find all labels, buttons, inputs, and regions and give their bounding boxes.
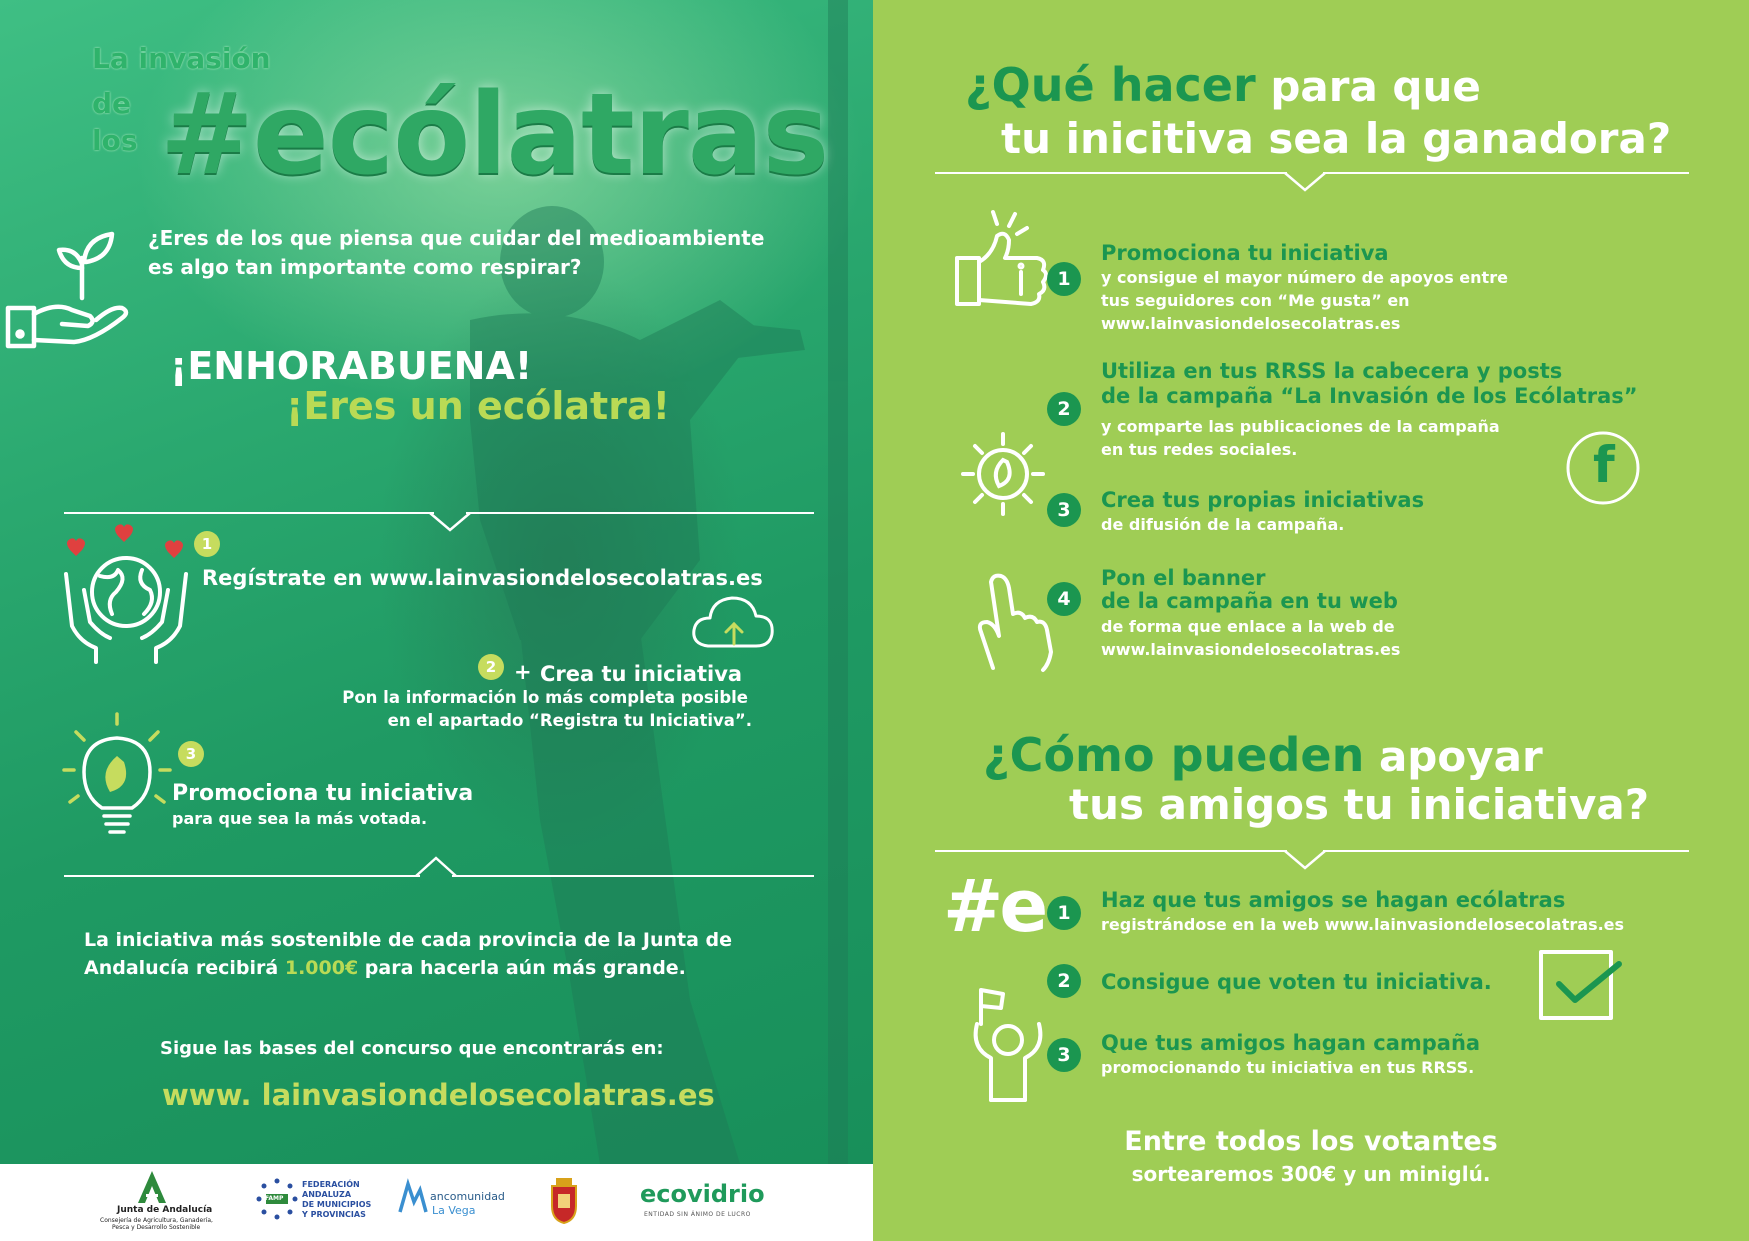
famp-line2: ANDALUZA bbox=[302, 1190, 352, 1199]
right-panel bbox=[873, 0, 1749, 1241]
ecovidrio-subtitle: ENTIDAD SIN ÁNIMO DE LUCRO bbox=[644, 1211, 751, 1218]
cloud-upload-icon bbox=[690, 592, 776, 654]
support-1-desc: registrándose en la web www.lainvasiondelosecolatras.es bbox=[1101, 915, 1625, 934]
prize-text-b: para hacerla aún más grande. bbox=[358, 957, 686, 979]
how-support-heading-line2: tus amigos tu iniciativa? bbox=[1069, 780, 1650, 829]
mancomunidad-logo-text: ancomunidad bbox=[430, 1190, 505, 1203]
what-step-1-badge: 1 bbox=[1047, 262, 1081, 296]
lightbulb-leaf-icon bbox=[62, 712, 172, 834]
congrats-heading: ¡ENHORABUENA! bbox=[170, 344, 533, 388]
gear-leaf-icon bbox=[957, 428, 1049, 520]
junta-andalucia-sub1: Consejería de Agricultura, Ganadería, bbox=[100, 1217, 213, 1224]
what-step-2-badge: 2 bbox=[1047, 392, 1081, 426]
pointing-hand-icon bbox=[973, 574, 1055, 672]
right-divider-1-left bbox=[935, 172, 1287, 174]
what-step-1-desc-line1: y consigue el mayor número de apoyos entre bbox=[1101, 268, 1508, 287]
what-step-2-desc-line1: y comparte las publicaciones de la campaña bbox=[1101, 417, 1500, 436]
what-step-3-title: Crea tus propias iniciativas bbox=[1101, 488, 1425, 512]
support-2-badge: 2 bbox=[1047, 964, 1081, 998]
how-support-heading-green: ¿Cómo pueden bbox=[983, 728, 1365, 782]
right-divider-1-right bbox=[1323, 172, 1689, 174]
divider-top-right bbox=[466, 512, 814, 514]
step-1-badge: 1 bbox=[194, 531, 220, 557]
step-3-badge: 3 bbox=[178, 741, 204, 767]
prize-text-line2 bbox=[84, 954, 686, 983]
facebook-letter: f bbox=[1593, 436, 1615, 494]
right-divider-2-right bbox=[1323, 850, 1689, 852]
sponsors-logo-strip bbox=[0, 1164, 873, 1241]
intro-question-line2: es algo tan importante como respirar? bbox=[148, 255, 582, 279]
what-step-1-desc-line2: tus seguidores con “Me gusta” en bbox=[1101, 291, 1410, 310]
step-3-title: Promociona tu iniciativa bbox=[172, 781, 474, 806]
title-de: de bbox=[92, 87, 132, 120]
divider-bottom-right bbox=[452, 875, 814, 877]
famp-line3: DE MUNICIPIOS bbox=[302, 1200, 372, 1209]
town-shield-icon bbox=[550, 1178, 578, 1224]
step-2-plus-icon: + bbox=[514, 660, 532, 684]
step-2-desc-line1: Pon la información lo más completa posible bbox=[342, 688, 748, 707]
divider-top-left bbox=[64, 512, 434, 514]
title-la-invasion: La invasión bbox=[92, 42, 271, 75]
prize-text-a: Andalucía recibirá bbox=[84, 957, 285, 979]
what-step-1-title: Promociona tu iniciativa bbox=[1101, 241, 1389, 265]
hand-plant-icon bbox=[4, 228, 134, 353]
right-divider-1-notch bbox=[1285, 160, 1325, 194]
prize-amount: 1.000€ bbox=[284, 957, 359, 979]
step-2-badge: 2 bbox=[478, 654, 504, 680]
how-support-heading-line1 bbox=[983, 730, 1543, 782]
what-to-do-heading-rest: para que bbox=[1255, 62, 1481, 111]
what-step-2-title-line2: de la campaña “La Invasión de los Ecólatras” bbox=[1101, 384, 1638, 408]
what-step-4-badge: 4 bbox=[1047, 582, 1081, 616]
support-1-badge: 1 bbox=[1047, 896, 1081, 930]
contest-bases-text: Sigue las bases del concurso que encontrarás en: bbox=[160, 1038, 664, 1059]
what-step-2-title-line1: Utiliza en tus RRSS la cabecera y posts bbox=[1101, 359, 1563, 383]
junta-andalucia-logo-icon bbox=[137, 1170, 167, 1204]
famp-line1: FEDERACIÓN bbox=[302, 1180, 360, 1189]
how-support-heading-rest: apoyar bbox=[1364, 732, 1543, 781]
mancomunidad-la-vega: La Vega bbox=[432, 1204, 476, 1217]
raffle-line2: sortearemos 300€ y un miniglú. bbox=[1131, 1162, 1491, 1186]
left-panel bbox=[0, 0, 873, 1164]
cheering-person-flag-icon bbox=[967, 988, 1049, 1104]
website-link[interactable]: www. lainvasiondelosecolatras.es bbox=[162, 1078, 715, 1112]
what-step-2-desc-line2: en tus redes sociales. bbox=[1101, 440, 1298, 459]
support-1-title: Haz que tus amigos se hagan ecólatras bbox=[1101, 888, 1566, 912]
what-to-do-heading-line2: tu inicitiva sea la ganadora? bbox=[1001, 114, 1672, 163]
what-to-do-heading-green: ¿Qué hacer bbox=[965, 58, 1256, 112]
divider-notch-down bbox=[430, 500, 470, 534]
title-los: los bbox=[92, 124, 138, 157]
prize-text-line1: La iniciativa más sostenible de cada provincia de la Junta de bbox=[84, 929, 733, 951]
what-step-4-title-line2: de la campaña en tu web bbox=[1101, 589, 1398, 613]
checkbox-checked-icon bbox=[1539, 948, 1629, 1022]
what-to-do-heading-line1 bbox=[965, 60, 1481, 112]
thumbs-up-icon bbox=[953, 210, 1051, 310]
what-step-4-title-line1: Pon el banner bbox=[1101, 566, 1266, 590]
what-step-3-desc: de difusión de la campaña. bbox=[1101, 515, 1345, 534]
step-3-desc: para que sea la más votada. bbox=[172, 809, 428, 828]
what-step-3-badge: 3 bbox=[1047, 493, 1081, 527]
ecovidrio-logo: ecovidrio bbox=[640, 1180, 765, 1208]
what-step-4-desc-line2: www.lainvasiondelosecolatras.es bbox=[1101, 640, 1401, 659]
intro-question-line1: ¿Eres de los que piensa que cuidar del medioambiente bbox=[148, 226, 765, 250]
step-1-register-text: Regístrate en www.lainvasiondelosecolatras.es bbox=[202, 566, 763, 590]
famp-line4: Y PROVINCIAS bbox=[302, 1210, 366, 1219]
right-divider-2-notch bbox=[1285, 838, 1325, 872]
globe-hands-icon bbox=[56, 530, 196, 665]
divider-bottom-left bbox=[64, 875, 420, 877]
support-3-badge: 3 bbox=[1047, 1038, 1081, 1072]
mancomunidad-logo-icon bbox=[398, 1180, 428, 1214]
famp-badge-text: FAMP bbox=[265, 1195, 284, 1202]
support-3-title: Que tus amigos hagan campaña bbox=[1101, 1031, 1481, 1055]
congrats-subheading: ¡Eres un ecólatra! bbox=[286, 384, 670, 428]
junta-andalucia-logo: Junta de Andalucía bbox=[117, 1205, 213, 1215]
step-2-desc-line2: en el apartado “Registra tu Iniciativa”. bbox=[387, 711, 752, 730]
what-step-1-desc-line3: www.lainvasiondelosecolatras.es bbox=[1101, 314, 1401, 333]
junta-andalucia-sub2: Pesca y Desarrollo Sostenible bbox=[112, 1224, 201, 1231]
support-3-desc: promocionando tu iniciativa en tus RRSS. bbox=[1101, 1058, 1475, 1077]
right-divider-2-left bbox=[935, 850, 1287, 852]
support-2-title: Consigue que voten tu iniciativa. bbox=[1101, 970, 1492, 994]
title-ecolatras: #ecólatras bbox=[160, 70, 829, 200]
divider-notch-up bbox=[416, 854, 456, 878]
raffle-line1: Entre todos los votantes bbox=[1124, 1126, 1498, 1157]
what-step-4-desc-line1: de forma que enlace a la web de bbox=[1101, 617, 1395, 636]
step-2-title: Crea tu iniciativa bbox=[540, 662, 743, 686]
hashtag-e-icon: #e bbox=[943, 864, 1045, 948]
